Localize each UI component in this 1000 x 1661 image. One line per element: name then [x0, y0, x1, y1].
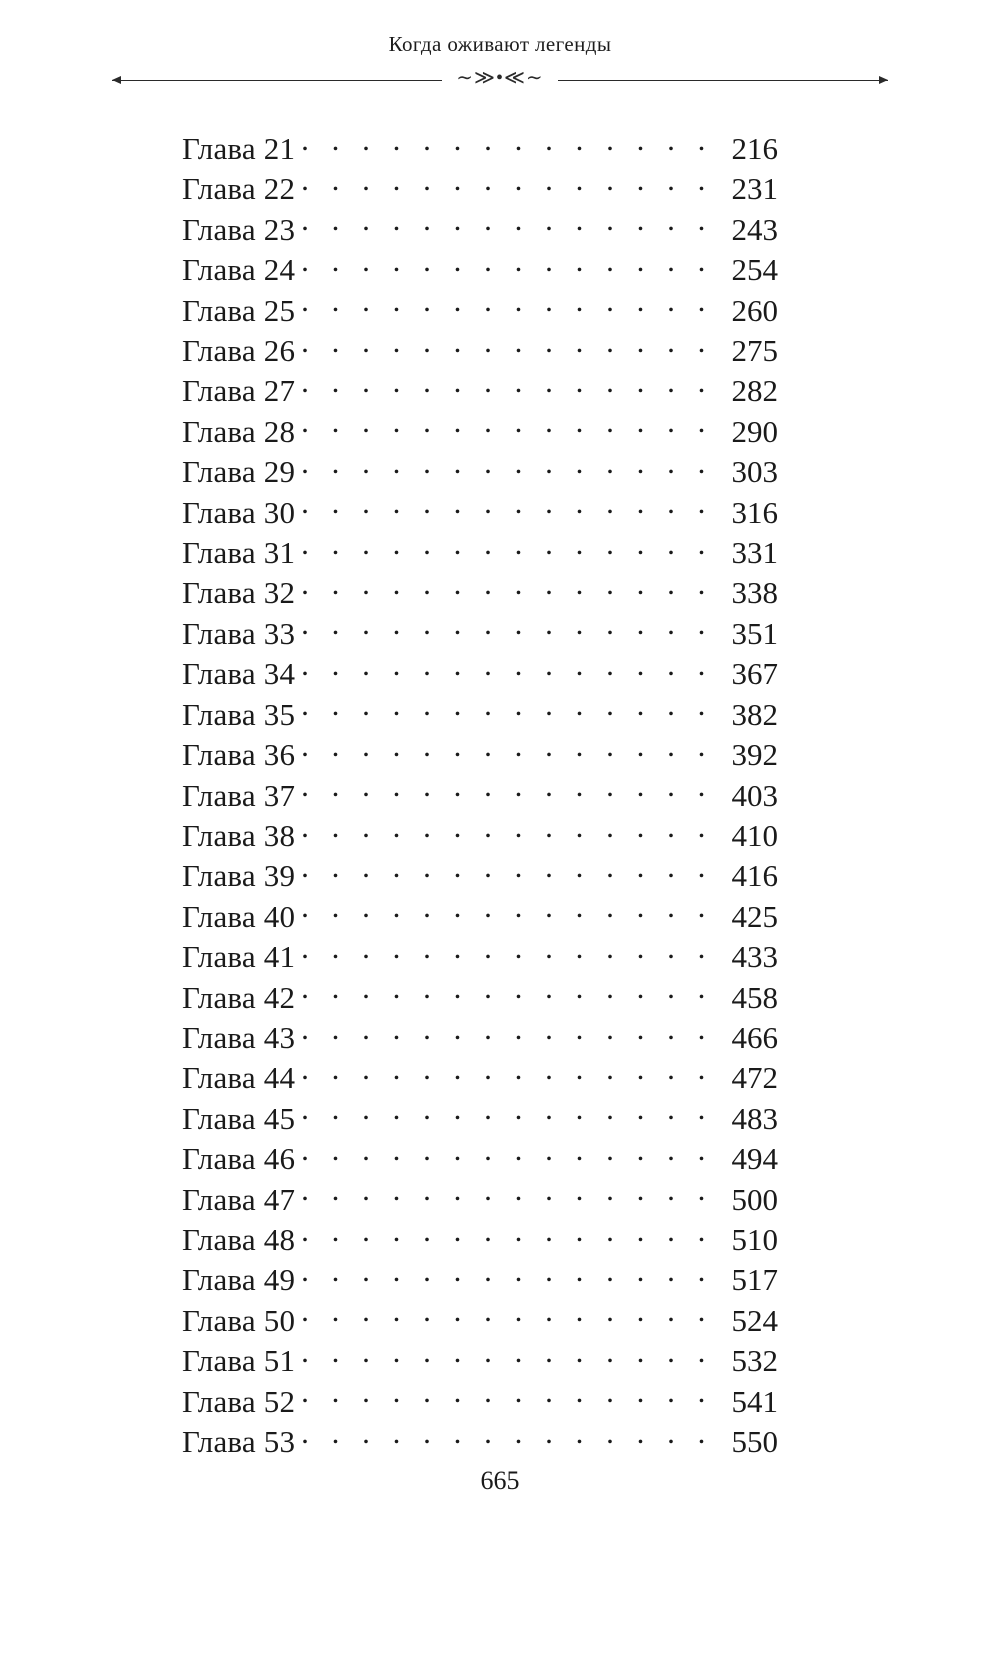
- toc-entry-page: 532: [731, 1343, 778, 1379]
- toc-entry-title: Глава 34: [182, 656, 296, 692]
- toc-entry-page: 517: [731, 1262, 778, 1298]
- toc-leader-dots: [301, 1381, 714, 1412]
- toc-entry[interactable]: [182, 1381, 778, 1421]
- toc-entry-page: 351: [731, 615, 778, 651]
- toc-entry-page: 254: [731, 252, 778, 288]
- toc-entry[interactable]: [182, 734, 778, 774]
- toc-entry-page: 524: [731, 1302, 778, 1338]
- toc-leader-dots: [301, 1421, 714, 1452]
- toc-entry-page: 382: [731, 696, 778, 732]
- toc-entry[interactable]: [182, 1340, 778, 1380]
- toc-entry[interactable]: [182, 168, 778, 208]
- toc-leader-dots: [301, 370, 714, 401]
- divider-right-cap-icon: [879, 76, 888, 84]
- toc-entry[interactable]: [182, 209, 778, 249]
- toc-entry-page: 472: [731, 1060, 778, 1096]
- toc-entry-title: Глава 52: [182, 1383, 296, 1419]
- toc-entry-title: Глава 32: [182, 575, 296, 611]
- toc-leader-dots: [301, 1017, 714, 1048]
- toc-leader-dots: [301, 855, 714, 886]
- toc-entry-page: 458: [731, 979, 778, 1015]
- toc-entry-title: Глава 24: [182, 252, 296, 288]
- toc-entry-page: 541: [731, 1383, 778, 1419]
- toc-entry-title: Глава 37: [182, 777, 296, 813]
- toc-entry-title: Глава 22: [182, 171, 296, 207]
- toc-leader-dots: [301, 411, 714, 442]
- divider-left-line: [112, 80, 442, 81]
- toc-entry[interactable]: [182, 775, 778, 815]
- toc-entry-title: Глава 28: [182, 413, 296, 449]
- toc-entry-title: Глава 23: [182, 211, 296, 247]
- toc-entry-page: 403: [731, 777, 778, 813]
- toc-entry[interactable]: [182, 411, 778, 451]
- toc-entry-title: Глава 29: [182, 454, 296, 490]
- toc-entry[interactable]: [182, 815, 778, 855]
- toc-entry-title: Глава 50: [182, 1302, 296, 1338]
- toc-entry-page: 494: [731, 1141, 778, 1177]
- toc-leader-dots: [301, 330, 714, 361]
- toc-entry-page: 290: [731, 413, 778, 449]
- divider-right-line: [558, 80, 888, 81]
- toc-entry[interactable]: [182, 532, 778, 572]
- toc-entry[interactable]: [182, 249, 778, 289]
- running-head: Когда оживают легенды: [388, 32, 612, 56]
- toc-leader-dots: [301, 1340, 714, 1371]
- toc-leader-dots: [301, 209, 714, 240]
- ornamental-divider: [112, 67, 888, 92]
- toc-entry[interactable]: [182, 1259, 778, 1299]
- toc-entry-title: Глава 25: [182, 292, 296, 328]
- toc-entry[interactable]: [182, 1057, 778, 1097]
- toc-leader-dots: [301, 1259, 714, 1290]
- toc-leader-dots: [301, 492, 714, 523]
- toc-leader-dots: [301, 896, 714, 927]
- toc-entry-page: 466: [731, 1019, 778, 1055]
- toc-entry[interactable]: [182, 896, 778, 936]
- toc-entry-page: 216: [731, 131, 778, 166]
- toc-leader-dots: [301, 532, 714, 563]
- toc-entry[interactable]: [182, 128, 778, 168]
- toc-entry-title: Глава 36: [182, 737, 296, 773]
- toc-leader-dots: [301, 1138, 714, 1169]
- toc-entry-title: Глава 21: [182, 131, 296, 166]
- toc-entry-title: Глава 44: [182, 1060, 296, 1096]
- toc-entry-title: Глава 46: [182, 1141, 296, 1177]
- toc-entry-title: Глава 26: [182, 333, 296, 369]
- toc-entry-page: 416: [731, 858, 778, 894]
- toc-entry[interactable]: [182, 1219, 778, 1259]
- toc-leader-dots: [301, 168, 714, 199]
- toc-entry[interactable]: [182, 492, 778, 532]
- toc-leader-dots: [301, 1300, 714, 1331]
- toc-entry-title: Глава 27: [182, 373, 296, 409]
- toc-entry-title: Глава 39: [182, 858, 296, 894]
- toc-entry-page: 316: [731, 494, 778, 530]
- toc-leader-dots: [301, 128, 714, 159]
- toc-entry-title: Глава 45: [182, 1100, 296, 1136]
- toc-entry[interactable]: [182, 1138, 778, 1178]
- toc-entry-page: 500: [731, 1181, 778, 1217]
- toc-entry[interactable]: [182, 694, 778, 734]
- toc-entry[interactable]: [182, 1098, 778, 1138]
- toc-entry-page: 550: [731, 1424, 778, 1459]
- toc-entry-page: 433: [731, 939, 778, 975]
- toc-entry[interactable]: [182, 653, 778, 693]
- toc-entry-title: Глава 49: [182, 1262, 296, 1298]
- toc-leader-dots: [301, 1179, 714, 1210]
- toc-entry-page: 392: [731, 737, 778, 773]
- toc-entry-title: Глава 38: [182, 817, 296, 853]
- toc-entry-title: Глава 53: [182, 1424, 296, 1459]
- toc-entry[interactable]: [182, 572, 778, 612]
- toc-leader-dots: [301, 1219, 714, 1250]
- toc-entry-title: Глава 51: [182, 1343, 296, 1379]
- toc-entry[interactable]: [182, 613, 778, 653]
- toc-entry-page: 231: [731, 171, 778, 207]
- toc-leader-dots: [301, 451, 714, 482]
- toc-entry-title: Глава 35: [182, 696, 296, 732]
- toc-entry[interactable]: [182, 855, 778, 895]
- toc-entry-page: 243: [731, 211, 778, 247]
- toc-entry[interactable]: [182, 1421, 778, 1461]
- toc-entry-title: Глава 47: [182, 1181, 296, 1217]
- toc-leader-dots: [301, 572, 714, 603]
- table-of-contents: [182, 128, 778, 1461]
- toc-leader-dots: [301, 977, 714, 1008]
- toc-entry-page: 425: [731, 898, 778, 934]
- toc-entry-page: 338: [731, 575, 778, 611]
- toc-entry-title: Глава 31: [182, 535, 296, 571]
- toc-leader-dots: [301, 734, 714, 765]
- toc-leader-dots: [301, 613, 714, 644]
- toc-entry-page: 331: [731, 535, 778, 571]
- toc-entry-page: 275: [731, 333, 778, 369]
- toc-entry-page: 282: [731, 373, 778, 409]
- toc-entry[interactable]: [182, 977, 778, 1017]
- toc-leader-dots: [301, 1057, 714, 1088]
- toc-entry[interactable]: [182, 1300, 778, 1340]
- toc-entry[interactable]: [182, 1179, 778, 1219]
- toc-entry-title: Глава 30: [182, 494, 296, 530]
- toc-entry-page: 367: [731, 656, 778, 692]
- toc-leader-dots: [301, 653, 714, 684]
- toc-entry-page: 410: [731, 817, 778, 853]
- toc-entry-title: Глава 41: [182, 939, 296, 975]
- toc-leader-dots: [301, 249, 714, 280]
- toc-leader-dots: [301, 1098, 714, 1129]
- toc-leader-dots: [301, 936, 714, 967]
- toc-entry[interactable]: [182, 330, 778, 370]
- toc-entry-title: Глава 48: [182, 1221, 296, 1257]
- toc-entry-title: Глава 43: [182, 1019, 296, 1055]
- toc-entry-page: 510: [731, 1221, 778, 1257]
- toc-entry[interactable]: [182, 451, 778, 491]
- toc-entry[interactable]: [182, 370, 778, 410]
- toc-entry[interactable]: [182, 290, 778, 330]
- toc-entry-title: Глава 42: [182, 979, 296, 1015]
- toc-entry-page: 303: [731, 454, 778, 490]
- toc-entry[interactable]: [182, 1017, 778, 1057]
- toc-leader-dots: [301, 694, 714, 725]
- toc-leader-dots: [301, 290, 714, 321]
- toc-entry[interactable]: [182, 936, 778, 976]
- toc-entry-title: Глава 33: [182, 615, 296, 651]
- toc-entry-title: Глава 40: [182, 898, 296, 934]
- toc-leader-dots: [301, 775, 714, 806]
- divider-flourish-icon: ∼≫•≪∼: [456, 67, 544, 89]
- page-number: 665: [480, 1466, 520, 1495]
- toc-leader-dots: [301, 815, 714, 846]
- toc-entry-page: 483: [731, 1100, 778, 1136]
- toc-entry-page: 260: [731, 292, 778, 328]
